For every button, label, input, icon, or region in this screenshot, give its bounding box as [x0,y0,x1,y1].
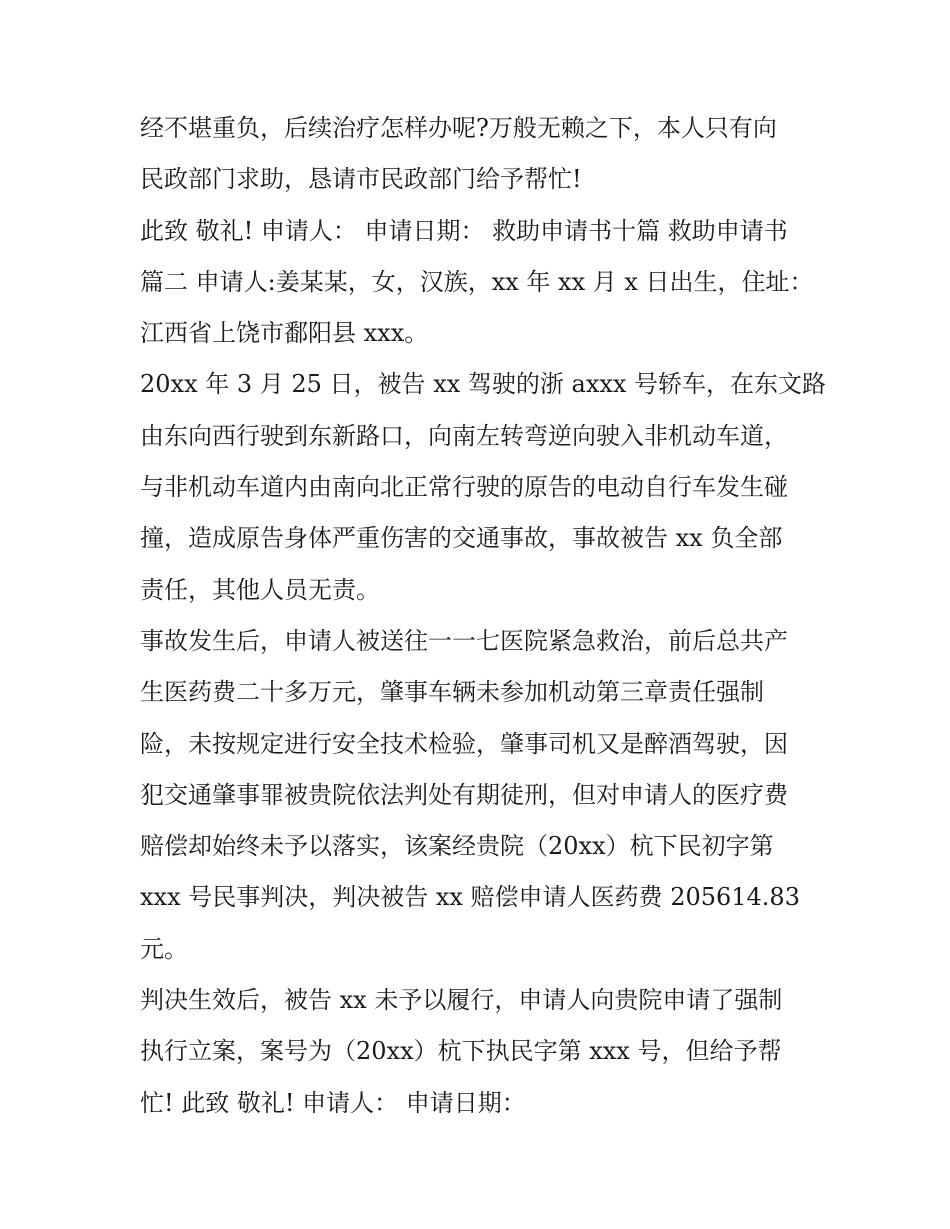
text-line: 犯交通肇事罪被贵院依法判处有期徒刑，但对申请人的医疗费 [140,780,788,809]
text-line: 由东向西行驶到东新路口，向南左转弯逆向驶入非机动车道， [140,421,788,450]
text-line: 险，未按规定进行安全技术检验，肇事司机又是醉酒驾驶，因 [140,729,788,758]
text-line: xxx 号民事判决，判决被告 xx 赔偿申请人医药费 205614.83 [140,883,800,912]
document-body [140,103,830,1129]
text-line: 忙! 此致 敬礼! 申请人： 申请日期： [140,1088,526,1117]
text-line: 20xx 年 3 月 25 日，被告 xx 驾驶的浙 axxx 号轿车，在东文路 [140,370,827,399]
text-line: 撞，造成原告身体严重伤害的交通事故，事故被告 xx 负全部 [140,524,783,553]
text-line: 事故发生后，申请人被送往一一七医院紧急救治，前后总共产 [140,626,788,655]
text-line: 民政部门求助，恳请市民政部门给予帮忙! [140,165,582,194]
text-line: 判决生效后，被告 xx 未予以履行，申请人向贵院申请了强制 [140,986,783,1015]
text-line: 执行立案，案号为（20xx）杭下执民字第 xxx 号，但给予帮 [140,1037,782,1066]
text-line: 生医药费二十多万元，肇事车辆未参加机动第三章责任强制 [140,678,764,707]
text-line: 此致 敬礼! 申请人： 申请日期： 救助申请书十篇 救助申请书 [140,216,788,245]
text-line: 经不堪重负，后续治疗怎样办呢?万般无赖之下，本人只有向 [140,114,777,142]
text-line: 赔偿却始终未予以落实，该案经贵院（20xx）杭下民初字第 [140,832,774,861]
text-line: 责任，其他人员无责。 [140,575,380,604]
text-line: 篇二 申请人:姜某某，女，汉族，xx 年 xx 月 x 日出生，住址： [140,267,814,296]
text-line: 元。 [140,934,188,963]
text-line: 与非机动车道内由南向北正常行驶的原告的电动自行车发生碰 [140,473,788,502]
text-line: 江西省上饶市鄱阳县 xxx。 [140,319,429,348]
